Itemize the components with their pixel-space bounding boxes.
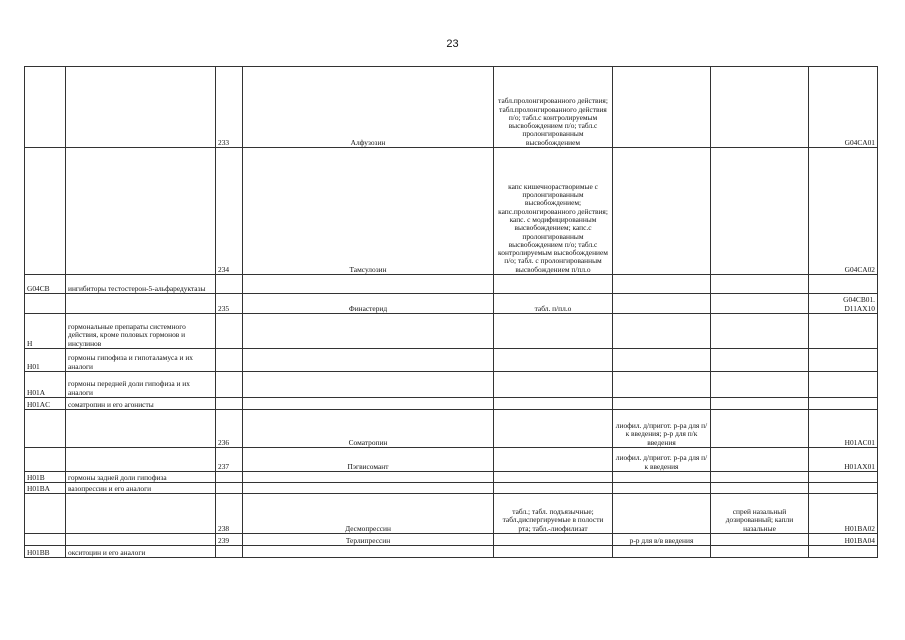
cell-form2 (613, 398, 711, 410)
cell-code: H01B (25, 472, 66, 483)
cell-form (494, 534, 613, 546)
cell-num (216, 275, 243, 294)
cell-atc: H01BA04 (809, 534, 878, 546)
cell-form3 (711, 275, 809, 294)
cell-atc (809, 398, 878, 410)
cell-atc (809, 472, 878, 483)
cell-code: G04CB (25, 275, 66, 294)
cell-atc: G04CA02 (809, 148, 878, 275)
cell-group: гормональные препараты системного действия, кроме половых гормонов и инсулинов (66, 314, 216, 349)
cell-form (494, 275, 613, 294)
cell-code (25, 148, 66, 275)
cell-name (243, 275, 494, 294)
cell-num: 237 (216, 448, 243, 472)
cell-code: H01BA (25, 483, 66, 494)
cell-name (243, 398, 494, 410)
cell-form2: лиофил. д/пригот. р-ра для п/к введения (613, 448, 711, 472)
cell-code: H01AC (25, 398, 66, 410)
cell-form (494, 372, 613, 398)
cell-group: ингибиторы тестостерон-5-альфаредуктазы (66, 275, 216, 294)
table-row (25, 546, 878, 558)
cell-form (494, 546, 613, 558)
cell-group: гормоны гипофиза и гипоталамуса и их аналоги (66, 349, 216, 372)
cell-form (494, 483, 613, 494)
cell-atc: H01AC01 (809, 410, 878, 448)
cell-form3: спрей назальный дозированный; капли назальные (711, 494, 809, 534)
cell-code: H01 (25, 349, 66, 372)
cell-group (66, 534, 216, 546)
cell-group (66, 448, 216, 472)
page-number: 23 (446, 38, 459, 50)
cell-form2 (613, 294, 711, 314)
cell-form3 (711, 314, 809, 349)
cell-group (66, 67, 216, 148)
cell-num (216, 372, 243, 398)
cell-group: гормоны задней доли гипофиза (66, 472, 216, 483)
cell-name (243, 472, 494, 483)
cell-num: 236 (216, 410, 243, 448)
cell-atc: H01AX01 (809, 448, 878, 472)
cell-name: Соматропин (243, 410, 494, 448)
cell-form3 (711, 410, 809, 448)
cell-atc (809, 372, 878, 398)
table-row (25, 472, 878, 483)
cell-form: табл.пролонгированного действия; табл.пролонгированного действия п/о; табл.с контролируемым высвобождением п/о; табл.с пролонгированным высвобождением (494, 67, 613, 148)
table-row (25, 349, 878, 372)
cell-num (216, 314, 243, 349)
cell-name: Десмопрессин (243, 494, 494, 534)
cell-name (243, 372, 494, 398)
cell-form: табл.; табл. подъязычные; табл.диспергируемые в полости рта; табл.-лиофилизат (494, 494, 613, 534)
cell-name (243, 546, 494, 558)
cell-num: 238 (216, 494, 243, 534)
cell-atc (809, 483, 878, 494)
cell-form (494, 448, 613, 472)
cell-form2 (613, 546, 711, 558)
cell-form3 (711, 67, 809, 148)
cell-num: 233 (216, 67, 243, 148)
cell-num (216, 472, 243, 483)
cell-code (25, 67, 66, 148)
cell-group: вазопрессин и его аналоги (66, 483, 216, 494)
cell-code (25, 534, 66, 546)
cell-form2 (613, 472, 711, 483)
cell-code (25, 410, 66, 448)
cell-form2 (613, 349, 711, 372)
cell-form3 (711, 472, 809, 483)
cell-name: Терлипрессин (243, 534, 494, 546)
cell-num (216, 483, 243, 494)
table-row (25, 534, 878, 546)
cell-name: Пэгвисомант (243, 448, 494, 472)
cell-code: H01A (25, 372, 66, 398)
cell-form2: р-р для в/в введения (613, 534, 711, 546)
cell-form2 (613, 483, 711, 494)
cell-form2 (613, 275, 711, 294)
cell-num: 234 (216, 148, 243, 275)
table-row (25, 398, 878, 410)
cell-form2 (613, 494, 711, 534)
cell-form3 (711, 483, 809, 494)
cell-form2 (613, 314, 711, 349)
cell-form3 (711, 148, 809, 275)
cell-form3 (711, 534, 809, 546)
cell-num (216, 398, 243, 410)
table-row (25, 372, 878, 398)
cell-form3 (711, 398, 809, 410)
cell-form: табл. п/пл.о (494, 294, 613, 314)
cell-name (243, 349, 494, 372)
cell-form3 (711, 448, 809, 472)
table-row (25, 275, 878, 294)
cell-form3 (711, 372, 809, 398)
cell-form (494, 472, 613, 483)
table-row (25, 448, 878, 472)
cell-atc (809, 349, 878, 372)
cell-code (25, 294, 66, 314)
cell-form (494, 314, 613, 349)
cell-group (66, 294, 216, 314)
cell-form3 (711, 546, 809, 558)
cell-group: гормоны передней доли гипофиза и их аналоги (66, 372, 216, 398)
table-row (25, 67, 878, 148)
cell-form (494, 349, 613, 372)
cell-form3 (711, 349, 809, 372)
cell-num: 235 (216, 294, 243, 314)
cell-name: Алфузозин (243, 67, 494, 148)
table-row (25, 294, 878, 314)
cell-atc (809, 314, 878, 349)
cell-num (216, 546, 243, 558)
cell-num: 239 (216, 534, 243, 546)
cell-atc: G04CA01 (809, 67, 878, 148)
cell-form2 (613, 67, 711, 148)
cell-group (66, 410, 216, 448)
table-row (25, 483, 878, 494)
cell-form2 (613, 148, 711, 275)
table-row (25, 314, 878, 349)
cell-name: Тамсулозин (243, 148, 494, 275)
cell-code (25, 494, 66, 534)
cell-form2 (613, 372, 711, 398)
cell-code: H01BB (25, 546, 66, 558)
cell-name (243, 314, 494, 349)
cell-form (494, 410, 613, 448)
table-row (25, 410, 878, 448)
cell-form3 (711, 294, 809, 314)
cell-group (66, 494, 216, 534)
cell-group (66, 148, 216, 275)
cell-group: окситоцин и его аналоги (66, 546, 216, 558)
cell-code: H (25, 314, 66, 349)
cell-form2: лиофил. д/пригот. р-ра для п/к введения; р-р для п/к введения (613, 410, 711, 448)
cell-name: Финастерид (243, 294, 494, 314)
cell-atc: H01BA02 (809, 494, 878, 534)
cell-group: соматропин и его агонисты (66, 398, 216, 410)
cell-code (25, 448, 66, 472)
cell-form: капс кишечнорастворимые с пролонгированным высвобождением; капс.пролонгированного действия; капс. с модифицированным высвобождением; капс.с пролонгированным высвобождением п/о; табл.с контролируемым высвобождением п/о; табл. с пролонгированным высвобождением п/пл.о (494, 148, 613, 275)
cell-num (216, 349, 243, 372)
cell-name (243, 483, 494, 494)
cell-atc (809, 275, 878, 294)
cell-form (494, 398, 613, 410)
table-row (25, 148, 878, 275)
table-row (25, 494, 878, 534)
cell-atc: G04CB01. D11AX10 (809, 294, 878, 314)
cell-atc (809, 546, 878, 558)
drug-register-table (24, 66, 878, 558)
